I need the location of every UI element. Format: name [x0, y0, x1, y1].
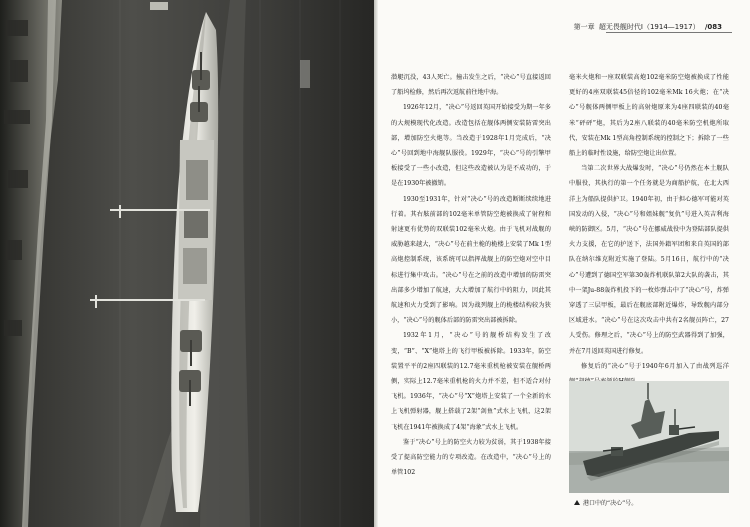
- paragraph: 鉴于“决心”号上的防空火力较为贫弱，其于1938年接受了提高防空能力的专项改造。在改造中，“决心”号上的单管102: [391, 438, 551, 477]
- paragraph: 1926年12月，“决心”号返回英国开始接受为期一年多的大规模现代化改造。改造包括在舰体两侧安装防雷突出部，增加防空火炮等。当改造于1928年1月完成后，“决心”号回到地中海舰队服役。1929年，“决心”号的引擎甲板接受了一些小改造，但这些改造被认为是不成功的，于是在1930年被撤销。: [391, 104, 551, 188]
- photo-caption: [574, 498, 637, 507]
- paragraph: 潜艇沉没，43人死亡。撞击发生之后，“决心”号直接返回了船坞检修，然后再次返航前往地中海。: [391, 74, 551, 97]
- paragraph: 1932年1月，“决心”号的舰桥结构发生了改变，“B”、“X”炮塔上的飞行甲板被拆除。1933年，防空装置平平的2座四联装的12.7毫米重机枪被安装在舰桥两侧，实际上12.7毫米重机枪的火力并不差，但不适合对付飞机。1936年，“决心”号“X”炮塔上安装了一个全新的水上飞机弹射器，舰上搭载了2架“剑鱼”式水上飞机，这2架飞机在1941年被换成了4架“海象”式水上飞机。: [391, 332, 551, 431]
- ship-in-port-photo: [569, 381, 729, 493]
- text-column-left: [391, 70, 551, 480]
- paragraph: 1930至1931年，针对“决心”号的改造断断续续地进行着。其右舷前部的102毫米单管防空炮被换成了射程和射速更有优势的双联装102毫米火炮。由于飞机对战舰的威胁越来越大，“决心”号在前主桅的桅楼上安装了Mk 1型高炮控制系统，该系统可以指挥战舰上的防空炮对空中目标进行集中攻击。“决心”号在之前的改造中增加的防雷突出部多少增加了航速，大大增加了航行中的阻力，因此其航速和火力受到了影响。因为战列舰上的桅楼结构较为狭小，“决心”号的舰体后部的防雷突出部被拆除。: [391, 195, 551, 325]
- inset-ship-photo: [569, 381, 729, 493]
- header-rule: [606, 32, 732, 33]
- running-header: [378, 22, 750, 52]
- paragraph: 当第二次世界大战爆发时，“决心”号仍然在本土舰队中服役，其执行的第一个任务就是为商船护航，在北大西洋上为船队提供护卫。1940年初，由于担心德军可能对英国发动的入侵，“决心”号和姐妹舰“复仇”号进入英吉利海峡的防御区。5月，“决心”号在挪威战役中为登陆部队提供火力支援，在它的护送下，法国外籍军团和来自英国的部队在纳尔维克附近实施了登陆。5月16日，航行中的“决心”号遭到了德国空军第30轰炸机联队第2大队的袭击，其中一架Ju-88轰炸机投下的一枚炸弹击中了“决心”号，炸弹穿透了三层甲板，最后在舰底部附近爆炸，导致舰内部分区域进水。“决心”号在这次攻击中共有2名舰员阵亡，27人受伤。修理之后，“决心”号上的防空武器得到了加强，并在7月返回英国进行修复。: [569, 165, 729, 355]
- caption-text: 港口中的“决心”号。: [583, 500, 638, 507]
- right-page: [378, 0, 750, 527]
- header-chapter: 第一章: [573, 23, 595, 31]
- text-column-right: [569, 70, 729, 389]
- header-title: 超无畏舰时代Ⅰ（1914—1917）: [598, 23, 700, 31]
- caption-triangle-icon: [574, 500, 580, 505]
- page-number: /083: [704, 23, 722, 31]
- header-text: [574, 22, 722, 32]
- paragraph: 修复后的“决心”号于1940年6月加入了由战列巡洋: [581, 362, 729, 370]
- paragraph: 毫米火炮和一座双联装高炮102毫米防空炮被换成了性能更好的4座双联装45倍径的102毫米Mk 16火炮；在“决心”号舰体两侧甲板上的高射炮原来为4座四联装的40毫米“砰砰”炮，其后为2座八联装的40毫米防空机炮所取代，安装在Mk 1型高角控制系统的控制之下；拆除了一些船上的临时性设施，给防空炮让出位置。: [569, 74, 729, 158]
